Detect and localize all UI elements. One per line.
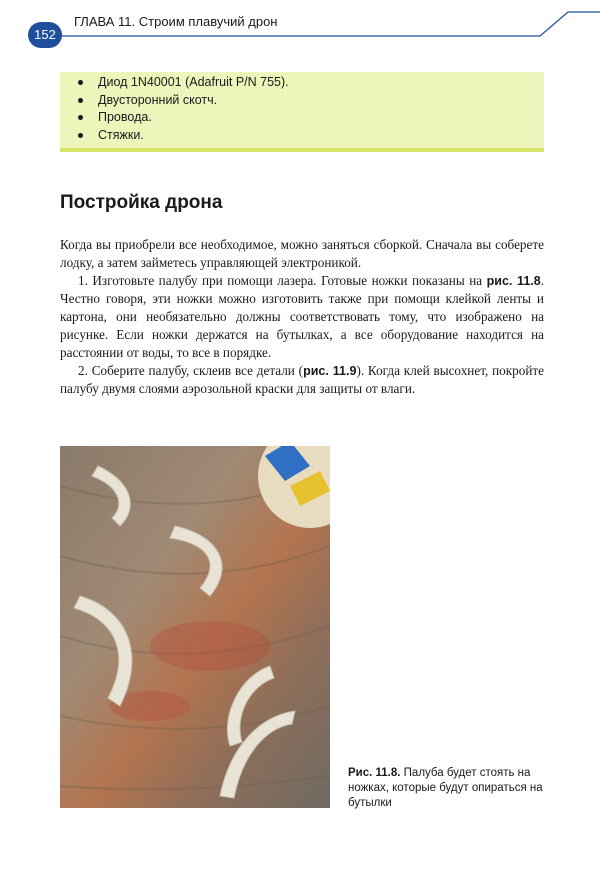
section-title: Постройка дрона — [60, 192, 223, 213]
step-2-paragraph: 2. Соберите палубу, склеив все детали (рис. 11.9). Когда клей высохнет, покройте палубу двумя слоями аэрозольной краски для защиты от влаги. — [60, 363, 544, 396]
materials-list — [60, 72, 544, 144]
figure-caption: Рис. 11.8. Палуба будет стоять на ножках, которые будут опираться на бутылки — [348, 767, 543, 809]
chapter-title: ГЛАВА 11. Строим плавучий дрон — [74, 14, 278, 29]
step-1-paragraph: 1. Изготовьте палубу при помощи лазера. Готовые ножки показаны на рис. 11.8. Честно говоря, эти ножки можно изготовить также при помощи клейкой ленты и картона, они необязательно должны соответствовать тому, что изображено на рисунке. Если ножки держатся на бутылках, а все оборудование находится на расстоянии от воды, то все в порядке. — [60, 273, 544, 360]
bullet-icon — [78, 133, 83, 138]
figure-label: Рис. 11.8. — [348, 767, 401, 779]
bullet-icon — [78, 80, 83, 85]
list-item: Стяжки. — [60, 127, 544, 145]
figure-photo — [60, 446, 330, 808]
figure-ref: рис. 11.9 — [303, 364, 357, 378]
page-number-badge: 152 — [28, 22, 62, 48]
list-item: Диод 1N40001 (Adafruit P/N 755). — [60, 74, 544, 92]
figure-ref: рис. 11.8 — [486, 274, 541, 288]
bullet-icon — [78, 98, 83, 103]
list-item: Двусторонний скотч. — [60, 92, 544, 110]
intro-paragraph: Когда вы приобрели все необходимое, можно заняться сборкой. Сначала вы соберете лодку, а затем займетесь управляющей электроникой. — [60, 237, 544, 270]
list-item: Провода. — [60, 109, 544, 127]
materials-box — [60, 72, 544, 152]
bullet-icon — [78, 115, 83, 120]
materials-box-rule — [60, 148, 544, 152]
body-text — [60, 236, 544, 398]
